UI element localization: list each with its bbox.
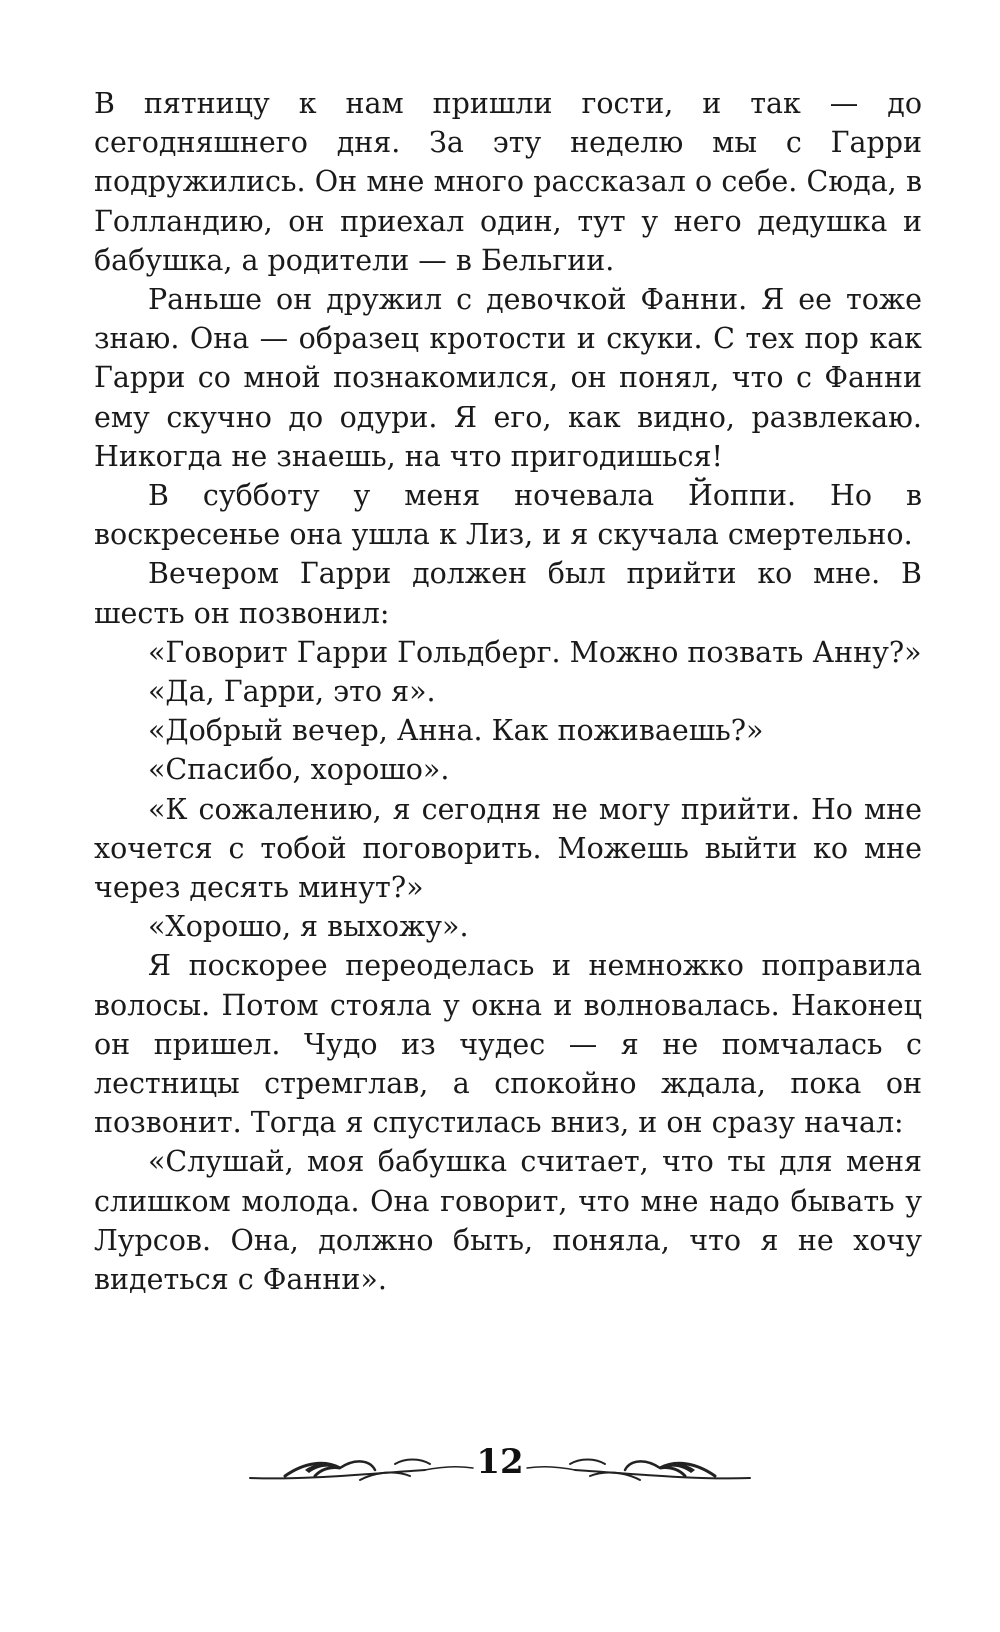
paragraph: «К сожалению, я сегодня не могу прийти. Но мне хочется с тобой поговорить. Можешь выйти ко мне через десять минут?» [94,792,922,905]
paragraph: «Спасибо, хорошо». [148,753,450,787]
page-number: 12 [476,1442,524,1482]
paragraph: В субботу у меня ночевала Йоппи. Но в воскресенье она ушла к Лиз, и я скучала смертельно. [94,479,922,552]
body-text [94,84,922,1299]
page-footer [245,1440,755,1500]
paragraph: Раньше он дружил с девочкой Фанни. Я ее тоже знаю. Она — образец кротости и скуки. С тех пор как Гарри со мной познакомился, он понял, что с Фанни ему скучно до одури. Я его, как видно, развлекаю. Никогда не знаешь, на что пригодишься! [94,283,922,473]
paragraph: «Говорит Гарри Гольдберг. Можно позвать Анну?» [148,635,922,669]
paragraph: «Слушай, моя бабушка считает, что ты для меня слишком молода. Она говорит, что мне надо бывать у Лурсов. Она, должно быть, поняла, что я не хочу видеться с Фанни». [94,1145,922,1297]
paragraph: «Да, Гарри, это я». [148,675,436,709]
paragraph: «Хорошо, я выхожу». [148,910,469,944]
paragraph: Я поскорее переоделась и немножко поправила волосы. Потом стояла у окна и волновалась. Наконец он пришел. Чудо из чудес — я не помчалась с лестницы стремглав, а спокойно ждала, пока он позвонит. Тогда я спустилась вниз, и он сразу начал: [94,949,922,1140]
paragraph: В пятницу к нам пришли гости, и так — до сегодняшнего дня. За эту неделю мы с Гарри подружились. Он мне много рассказал о себе. Сюда, в Голландию, он приехал один, тут у него дедушка и бабушка, а родители — в Бельгии. [94,87,922,277]
paragraph: Вечером Гарри должен был прийти ко мне. В шесть он позвонил: [94,557,922,630]
paragraph: «Добрый вечер, Анна. Как поживаешь?» [148,714,764,748]
